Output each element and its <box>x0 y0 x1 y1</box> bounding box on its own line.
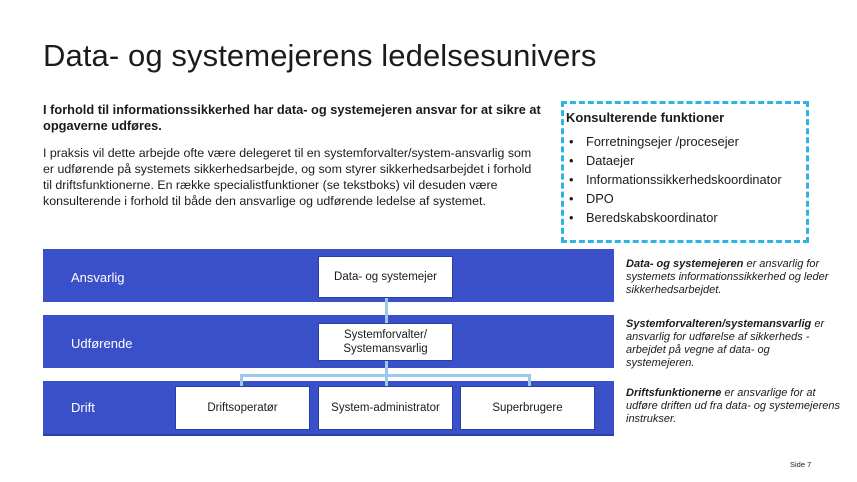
connector-line <box>240 374 243 386</box>
konsulterende-title: Konsulterende funktioner <box>566 110 725 125</box>
description-bold: Driftsfunktionerne <box>626 387 722 399</box>
bullet-icon: • <box>569 210 574 225</box>
page-number: Side 7 <box>790 460 812 469</box>
list-item <box>569 189 782 208</box>
description-text: er ansvarlig for systemets informationssikkerhed og leder sikkerhedsarbejdet. <box>626 258 829 296</box>
bullet-icon: • <box>569 153 574 168</box>
node-driftsoperator <box>175 386 310 430</box>
list-item-label: DPO <box>586 191 614 206</box>
intro-text <box>43 102 543 209</box>
description-udforende <box>626 318 841 370</box>
band-divider <box>43 434 614 436</box>
connector-line <box>385 361 388 375</box>
description-ansvarlig <box>626 258 841 297</box>
node-label: Data- og systemejer <box>334 271 437 283</box>
connector-line <box>385 298 388 323</box>
intro-paragraph: I praksis vil dette arbejde ofte være delegeret til en systemforvalter/system-ansvarlig som er udførende på systemets sikkerhedsarbejde, og som styrer sikkerhedsarbejdet i forhold til driftsfunktionerne. En række specialistfunktioner (se tekstboks) vil desuden være konsulterende i forhold til både den ansvarlige og udførende ledelse af systemet. <box>43 146 532 208</box>
node-systemforvalter <box>318 323 453 361</box>
list-item <box>569 132 782 151</box>
band-label-drift: Drift <box>71 400 95 415</box>
list-item <box>569 151 782 170</box>
list-item <box>569 170 782 189</box>
bullet-icon: • <box>569 134 574 149</box>
band-label-ansvarlig: Ansvarlig <box>71 270 125 285</box>
node-label: System-administrator <box>331 402 440 414</box>
node-label: Systemforvalter/ Systemansvarlig <box>343 329 428 355</box>
connector-line <box>385 374 388 386</box>
description-text: er ansvarlige for at udføre driften ud fra data- og systemejerens instrukser. <box>626 387 840 425</box>
node-systemadministrator <box>318 386 453 430</box>
list-item <box>569 208 782 227</box>
band-label-udforende: Udførende <box>71 336 133 351</box>
connector-line <box>528 374 531 386</box>
bullet-icon: • <box>569 172 574 187</box>
list-item-label: Informationssikkerhedskoordinator <box>586 172 782 187</box>
list-item-label: Beredskabskoordinator <box>586 210 718 225</box>
bullet-icon: • <box>569 191 574 206</box>
description-drift <box>626 387 841 426</box>
description-bold: Data- og systemejeren <box>626 258 744 270</box>
konsulterende-list <box>569 132 782 227</box>
node-data-og-systemejer <box>318 256 453 298</box>
list-item-label: Forretningsejer /procesejer <box>586 134 739 149</box>
description-text: er ansvarlig for udførelse af sikkerheds -arbejdet på vegne af data- og systemejeren. <box>626 318 825 369</box>
node-superbrugere <box>460 386 595 430</box>
intro-bold-text: I forhold til informationssikkerhed har data- og systemejeren ansvar for at sikre at opgaverne udføres. <box>43 102 541 133</box>
node-label: Driftsoperatør <box>207 402 278 414</box>
list-item-label: Dataejer <box>586 153 635 168</box>
description-bold: Systemforvalteren/systemansvarlig <box>626 318 812 330</box>
node-label: Superbrugere <box>492 402 563 414</box>
page-title: Data- og systemejerens ledelsesunivers <box>43 38 597 73</box>
